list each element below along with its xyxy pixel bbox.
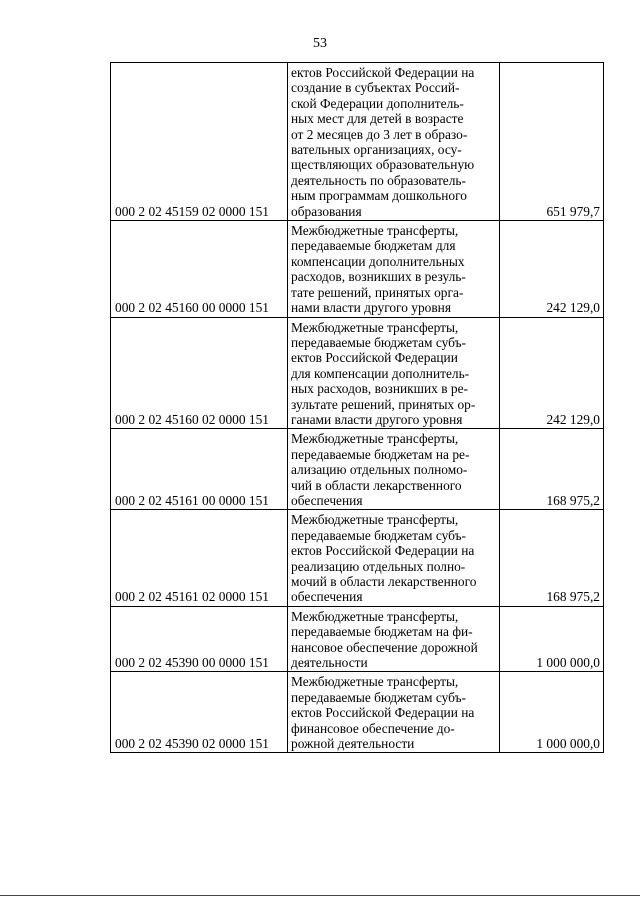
table-body: [111, 63, 604, 753]
description-line: передаваемые бюджетам на ре-: [291, 446, 470, 462]
table-row: [111, 317, 604, 429]
description-line: создание в субъектах Россий-: [291, 80, 460, 96]
description-line: вательных организациях, осу-: [291, 142, 462, 158]
budget-code-cell: 000 2 02 45160 02 0000 151: [111, 317, 288, 429]
description-cell: [288, 510, 500, 606]
description-line: обеспечения: [291, 589, 363, 605]
table-row: [111, 429, 604, 510]
description-line: ществляющих образовательную: [291, 157, 475, 173]
description-line: передаваемые бюджетам на фи-: [291, 624, 473, 640]
page-number: 53: [313, 36, 327, 51]
budget-code-cell: 000 2 02 45390 00 0000 151: [111, 606, 288, 672]
description-cell: [288, 317, 500, 429]
budget-table: [110, 62, 604, 753]
budget-code-cell: 000 2 02 45159 02 0000 151: [111, 63, 288, 221]
description-line: ской Федерации дополнитель-: [291, 95, 464, 111]
description-line: нами власти другого уровня: [291, 300, 451, 316]
description-line: ных мест для детей в возрасте: [291, 111, 464, 127]
amount-cell: 168 975,2: [500, 429, 604, 510]
description-line: для компенсации дополнитель-: [291, 365, 470, 381]
description-cell: [288, 221, 500, 317]
description-line: Межбюджетные трансферты,: [291, 319, 459, 335]
description-line: нансовое обеспечение дорожной: [291, 639, 478, 655]
description-line: Межбюджетные трансферты,: [291, 512, 459, 528]
budget-code-cell: 000 2 02 45161 00 0000 151: [111, 429, 288, 510]
description-line: зультате решений, принятых ор-: [291, 396, 476, 412]
amount-cell: 242 129,0: [500, 221, 604, 317]
description-line: реализацию отдельных полно-: [291, 558, 466, 574]
description-cell: [288, 429, 500, 510]
description-line: компенсации дополнительных: [291, 253, 465, 269]
budget-code-cell: 000 2 02 45160 00 0000 151: [111, 221, 288, 317]
description-line: Межбюджетные трансферты,: [291, 608, 459, 624]
amount-cell: 1 000 000,0: [500, 672, 604, 753]
amount-cell: 1 000 000,0: [500, 606, 604, 672]
description-line: Межбюджетные трансферты,: [291, 674, 459, 690]
description-line: образования: [291, 203, 362, 219]
budget-code-cell: 000 2 02 45161 02 0000 151: [111, 510, 288, 606]
amount-cell: 168 975,2: [500, 510, 604, 606]
description-line: ектов Российской Федерации: [291, 350, 458, 366]
table-row: [111, 672, 604, 753]
description-cell: [288, 672, 500, 753]
description-line: деятельность по образователь-: [291, 172, 466, 188]
description-line: Межбюджетные трансферты,: [291, 431, 459, 447]
description-line: от 2 месяцев до 3 лет в образо-: [291, 126, 468, 142]
description-line: финансовое обеспечение до-: [291, 720, 455, 736]
description-line: ализацию отдельных полномо-: [291, 462, 468, 478]
description-cell: [288, 606, 500, 672]
description-line: мочий в области лекарственного: [291, 574, 477, 589]
description-line: тате решений, принятых орга-: [291, 284, 464, 300]
description-line: деятельности: [291, 655, 368, 671]
description-line: ектов Российской Федерации на: [291, 65, 475, 80]
table-row: [111, 606, 604, 672]
description-line: передаваемые бюджетам для: [291, 238, 456, 254]
table-row: [111, 63, 604, 221]
description-line: обеспечения: [291, 492, 363, 508]
description-line: ектов Российской Федерации на: [291, 543, 475, 559]
description-line: передаваемые бюджетам субъ-: [291, 334, 467, 350]
description-line: ектов Российской Федерации на: [291, 705, 475, 721]
description-line: передаваемые бюджетам субъ-: [291, 689, 467, 705]
description-line: ным программам дошкольного: [291, 188, 467, 204]
description-line: ганами власти другого уровня: [291, 411, 463, 427]
amount-cell: 651 979,7: [500, 63, 604, 221]
footer-rule: [0, 895, 640, 896]
description-line: Межбюджетные трансферты,: [291, 223, 459, 239]
description-line: чий в области лекарственного: [291, 477, 462, 493]
budget-code-cell: 000 2 02 45390 02 0000 151: [111, 672, 288, 753]
table-row: [111, 510, 604, 606]
description-cell: [288, 63, 500, 221]
description-line: расходов, возникших в резуль-: [291, 269, 466, 285]
description-line: передаваемые бюджетам субъ-: [291, 527, 467, 543]
description-line: ных расходов, возникших в ре-: [291, 381, 468, 397]
table-row: [111, 221, 604, 317]
description-line: рожной деятельности: [291, 736, 415, 752]
amount-cell: 242 129,0: [500, 317, 604, 429]
